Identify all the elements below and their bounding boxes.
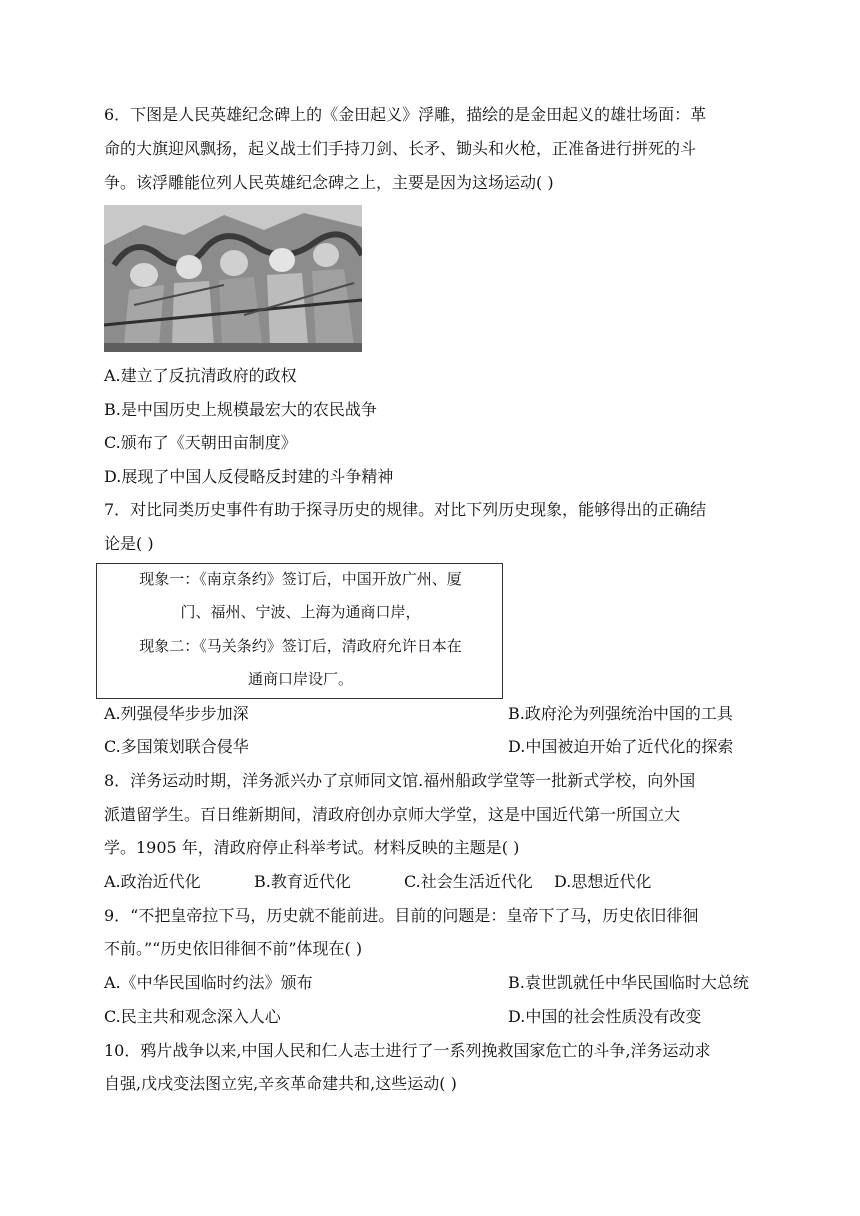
q6-stem-line-2: 命的大旗迎风飘扬，起义战士们手持刀剑、长矛、锄头和火枪，正准备进行拼死的斗 (104, 139, 697, 158)
q9-option-a: A.《中华民国临时约法》颁布 (104, 973, 313, 992)
q7-options-row-1 (104, 704, 764, 724)
q8-option-c: C.社会生活近代化 (404, 872, 533, 891)
q6-stem-line-1: 6．下图是人民英雄纪念碑上的《金田起义》浮雕，描绘的是金田起义的雄壮场面：革 (104, 105, 707, 124)
q9-option-b: B.袁世凯就任中华民国临时大总统 (508, 973, 749, 992)
q7-box-line-1: 现象一：《南京条约》签订后，中国开放广州、厦 (139, 570, 462, 588)
q7-option-d: D.中国被迫开始了近代化的探索 (508, 737, 734, 756)
q7-phenomena-box (96, 563, 503, 699)
q8-stem-line-1: 8．洋务运动时期，洋务派兴办了京师同文馆.福州船政学堂等一批新式学校，向外国 (104, 771, 696, 790)
q10-stem-line-2: 自强,戊戌变法图立宪,辛亥革命建共和,这些运动( ) (104, 1074, 457, 1093)
q6-option-c: C.颁布了《天朝田亩制度》 (104, 433, 297, 452)
q6-stem-line-3: 争。该浮雕能位列人民英雄纪念碑之上，主要是因为这场运动( ) (104, 173, 554, 192)
q7-option-a: A.列强侵华步步加深 (104, 704, 249, 723)
q9-option-d: D.中国的社会性质没有改变 (508, 1007, 702, 1026)
q8-option-b: B.教育近代化 (254, 872, 351, 891)
q8-option-d: D.思想近代化 (554, 872, 652, 891)
q7-box-line-4: 通商口岸设厂。 (247, 670, 353, 688)
q10-stem-line-1: 10．鸦片战争以来,中国人民和仁人志士进行了一系列挽救国家危亡的斗争,洋务运动求 (104, 1041, 711, 1060)
q9-stem-line-1: 9．“不把皇帝拉下马，历史就不能前进。目前的问题是：皇帝下了马，历史依旧徘徊 (104, 906, 699, 925)
q9-options-row-2 (104, 1007, 764, 1027)
q7-option-b: B.政府沦为列强统治中国的工具 (508, 704, 733, 723)
q9-options-row-1 (104, 973, 764, 993)
q6-option-b: B.是中国历史上规模最宏大的农民战争 (104, 400, 377, 419)
q7-stem-line-1: 7．对比同类历史事件有助于探寻历史的规律。对比下列历史现象，能够得出的正确结 (104, 500, 707, 519)
q7-options-row-2 (104, 737, 764, 757)
q8-stem-line-3: 学。1905 年，清政府停止科举考试。材料反映的主题是( ) (104, 838, 520, 857)
q9-stem-line-2: 不前。”“历史依旧徘徊不前”体现在( ) (104, 939, 363, 958)
q6-option-a: A.建立了反抗清政府的政权 (104, 366, 297, 385)
q7-box-line-3: 现象二：《马关条约》签订后，清政府允许日本在 (139, 637, 462, 655)
q8-option-a: A.政治近代化 (104, 872, 201, 891)
q9-option-c: C.民主共和观念深入人心 (104, 1007, 281, 1026)
q7-option-c: C.多国策划联合侵华 (104, 737, 249, 756)
q7-box-line-2: 门、福州、宁波、上海为通商口岸， (180, 603, 421, 621)
q8-stem-line-2: 派遣留学生。百日维新期间，清政府创办京师大学堂，这是中国近代第一所国立大 (104, 805, 681, 824)
q7-stem-line-2: 论是( ) (104, 534, 154, 553)
q6-option-d: D.展现了中国人反侵略反封建的斗争精神 (104, 467, 394, 486)
jintian-uprising-relief-image (104, 205, 362, 352)
